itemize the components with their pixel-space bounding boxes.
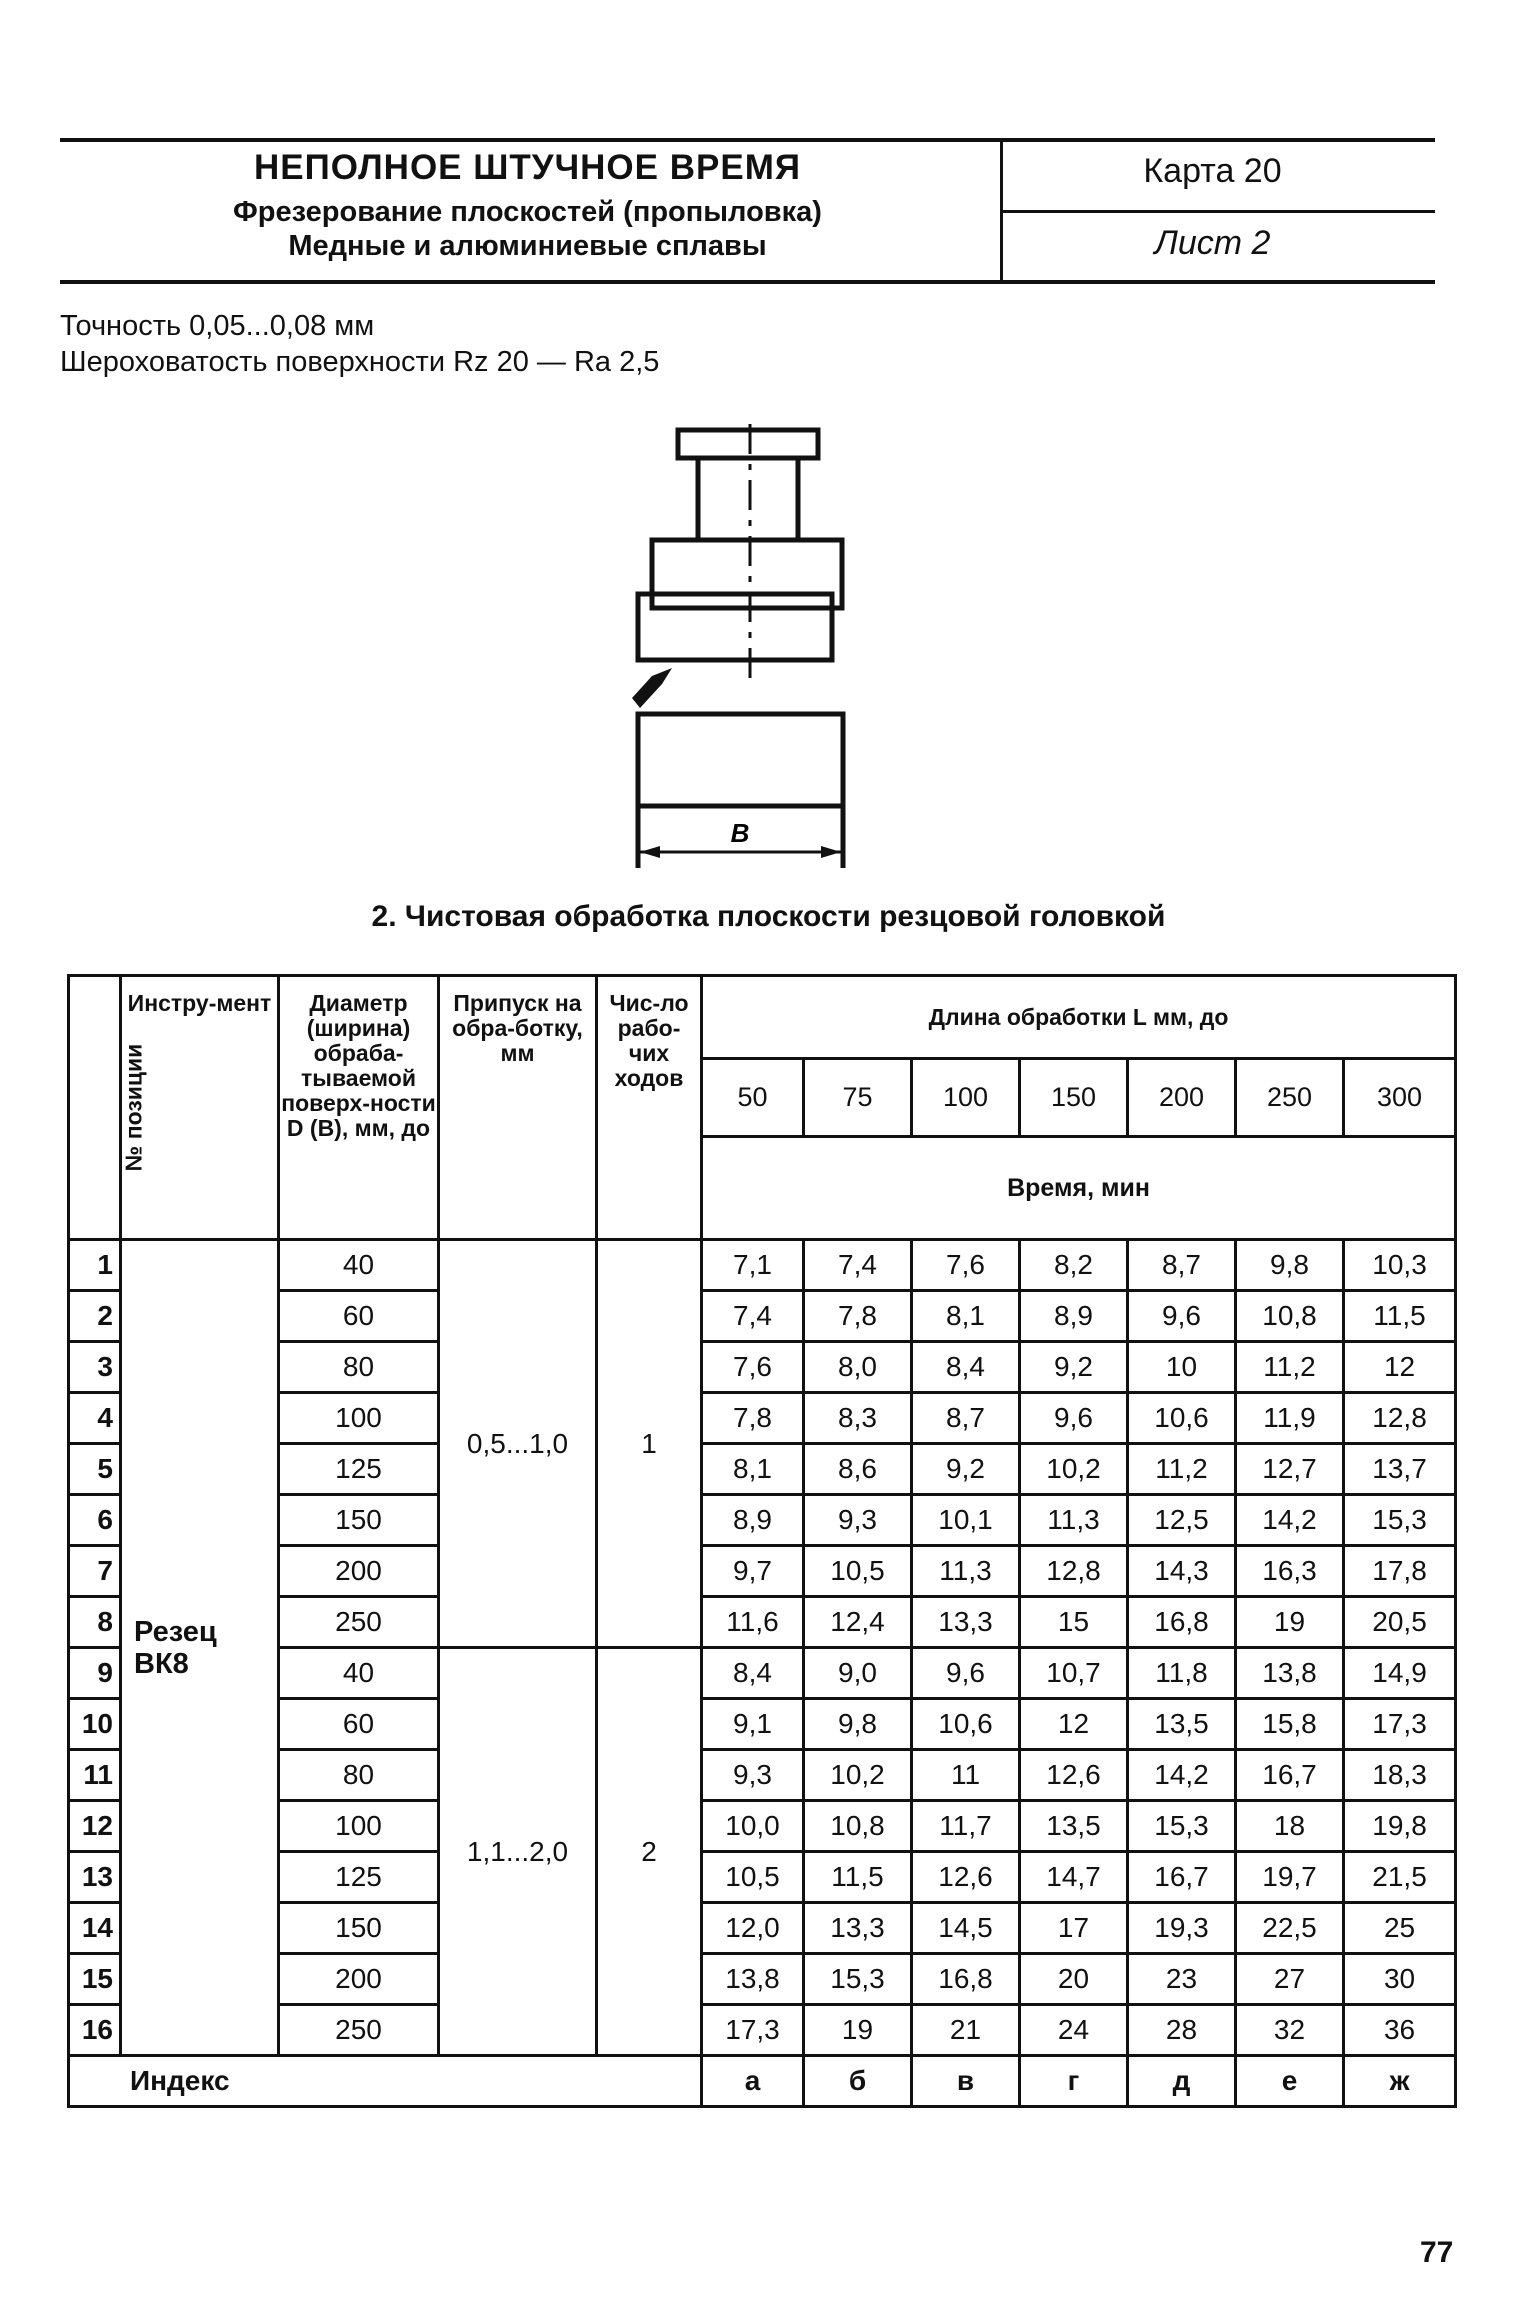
time-cell: 10,6	[912, 1699, 1020, 1750]
time-cell: 25	[1344, 1903, 1456, 1954]
time-cell: 19,3	[1128, 1903, 1236, 1954]
header-allowance: Припуск на обра-ботку, мм	[439, 976, 597, 1240]
position-cell: 10	[69, 1699, 121, 1750]
time-cell: 24	[1020, 2005, 1128, 2056]
position-cell: 7	[69, 1546, 121, 1597]
position-cell: 2	[69, 1291, 121, 1342]
time-cell: 14,5	[912, 1903, 1020, 1954]
time-cell: 12,6	[1020, 1750, 1128, 1801]
diameter-cell: 80	[279, 1342, 439, 1393]
diameter-cell: 100	[279, 1393, 439, 1444]
time-cell: 8,9	[702, 1495, 804, 1546]
index-cell: в	[912, 2056, 1020, 2107]
time-cell: 11,8	[1128, 1648, 1236, 1699]
time-cell: 11,5	[1344, 1291, 1456, 1342]
time-cell: 8,7	[1128, 1240, 1236, 1291]
sheet-number: Лист 2	[1154, 224, 1271, 262]
position-cell: 3	[69, 1342, 121, 1393]
time-cell: 19,7	[1236, 1852, 1344, 1903]
header-position: № позиции	[69, 976, 121, 1240]
time-cell: 12,7	[1236, 1444, 1344, 1495]
time-cell: 9,2	[912, 1444, 1020, 1495]
time-cell: 11,2	[1236, 1342, 1344, 1393]
time-cell: 19,8	[1344, 1801, 1456, 1852]
time-cell: 12	[1344, 1342, 1456, 1393]
time-cell: 17,3	[702, 2005, 804, 2056]
diameter-cell: 150	[279, 1495, 439, 1546]
time-cell: 10,6	[1128, 1393, 1236, 1444]
time-cell: 9,8	[804, 1699, 912, 1750]
time-cell: 10,8	[1236, 1291, 1344, 1342]
diameter-cell: 125	[279, 1852, 439, 1903]
time-cell: 12,0	[702, 1903, 804, 1954]
header-time: Время, мин	[702, 1137, 1456, 1240]
diameter-cell: 40	[279, 1240, 439, 1291]
time-cell: 32	[1236, 2005, 1344, 2056]
time-cell: 7,1	[702, 1240, 804, 1291]
time-cell: 14,2	[1128, 1750, 1236, 1801]
time-cell: 9,3	[702, 1750, 804, 1801]
time-cell: 8,1	[912, 1291, 1020, 1342]
page-title: НЕПОЛНОЕ ШТУЧНОЕ ВРЕМЯ	[253, 148, 802, 187]
index-cell: е	[1236, 2056, 1344, 2107]
time-cell: 14,9	[1344, 1648, 1456, 1699]
index-cell: а	[702, 2056, 804, 2107]
header-length-200: 200	[1128, 1059, 1236, 1137]
time-cell: 13,5	[1020, 1801, 1128, 1852]
position-cell: 4	[69, 1393, 121, 1444]
diameter-cell: 100	[279, 1801, 439, 1852]
time-cell: 12,8	[1344, 1393, 1456, 1444]
time-cell: 16,8	[912, 1954, 1020, 2005]
accuracy-note: Точность 0,05...0,08 мм	[60, 310, 375, 342]
time-cell: 9,2	[1020, 1342, 1128, 1393]
header-right-rule	[1003, 210, 1435, 213]
time-cell: 9,7	[702, 1546, 804, 1597]
time-cell: 16,7	[1128, 1852, 1236, 1903]
time-cell: 27	[1236, 1954, 1344, 2005]
time-cell: 11,3	[912, 1546, 1020, 1597]
time-cell: 10,2	[804, 1750, 912, 1801]
diameter-cell: 80	[279, 1750, 439, 1801]
diameter-cell: 60	[279, 1291, 439, 1342]
position-cell: 15	[69, 1954, 121, 2005]
time-cell: 13,5	[1128, 1699, 1236, 1750]
table-row	[69, 1240, 1456, 1291]
index-row	[69, 2056, 1456, 2107]
time-cell: 22,5	[1236, 1903, 1344, 1954]
allowance-cell: 1,1...2,0	[439, 1648, 597, 2056]
time-cell: 10,5	[804, 1546, 912, 1597]
header-length-300: 300	[1344, 1059, 1456, 1137]
time-cell: 15,3	[804, 1954, 912, 2005]
time-cell: 11,7	[912, 1801, 1020, 1852]
time-cell: 19	[804, 2005, 912, 2056]
time-cell: 9,6	[912, 1648, 1020, 1699]
section-title: 2. Чистовая обработка плоскости резцовой головкой	[371, 900, 1166, 933]
time-cell: 11,3	[1020, 1495, 1128, 1546]
position-cell: 8	[69, 1597, 121, 1648]
passes-cell: 1	[597, 1240, 702, 1648]
time-cell: 12,8	[1020, 1546, 1128, 1597]
time-cell: 14,2	[1236, 1495, 1344, 1546]
time-cell: 8,2	[1020, 1240, 1128, 1291]
time-cell: 8,4	[912, 1342, 1020, 1393]
position-cell: 6	[69, 1495, 121, 1546]
allowance-cell: 0,5...1,0	[439, 1240, 597, 1648]
time-cell: 11,2	[1128, 1444, 1236, 1495]
time-cell: 23	[1128, 1954, 1236, 2005]
diameter-cell: 250	[279, 1597, 439, 1648]
index-label: Индекс	[69, 2056, 702, 2107]
time-cell: 12,4	[804, 1597, 912, 1648]
time-cell: 17,3	[1344, 1699, 1456, 1750]
header-diameter: Диаметр (ширина) обраба-тываемой поверх-ности D (В), мм, до	[279, 976, 439, 1240]
time-cell: 17	[1020, 1903, 1128, 1954]
time-cell: 8,3	[804, 1393, 912, 1444]
time-cell: 17,8	[1344, 1546, 1456, 1597]
header-top-rule	[60, 138, 1435, 142]
time-cell: 13,8	[702, 1954, 804, 2005]
header-length-50: 50	[702, 1059, 804, 1137]
time-cell: 15	[1020, 1597, 1128, 1648]
diameter-cell: 250	[279, 2005, 439, 2056]
dimension-label: В	[730, 818, 750, 848]
time-cell: 13,3	[804, 1903, 912, 1954]
page-number: 77	[1420, 2236, 1454, 2269]
header-tool: Инстру-мент	[121, 976, 279, 1240]
position-cell: 9	[69, 1648, 121, 1699]
diameter-cell: 125	[279, 1444, 439, 1495]
time-cell: 15,8	[1236, 1699, 1344, 1750]
position-cell: 14	[69, 1903, 121, 1954]
time-cell: 9,0	[804, 1648, 912, 1699]
time-cell: 30	[1344, 1954, 1456, 2005]
time-cell: 12,6	[912, 1852, 1020, 1903]
time-cell: 8,0	[804, 1342, 912, 1393]
time-cell: 9,3	[804, 1495, 912, 1546]
page-subtitle-2: Медные и алюминиевые сплавы	[288, 230, 767, 262]
time-cell: 7,4	[702, 1291, 804, 1342]
time-cell: 15,3	[1344, 1495, 1456, 1546]
milling-diagram	[600, 410, 880, 870]
time-cell: 14,3	[1128, 1546, 1236, 1597]
diameter-cell: 40	[279, 1648, 439, 1699]
time-cell: 9,1	[702, 1699, 804, 1750]
diameter-cell: 60	[279, 1699, 439, 1750]
header-length-150: 150	[1020, 1059, 1128, 1137]
diameter-cell: 150	[279, 1903, 439, 1954]
card-number: Карта 20	[1143, 152, 1282, 190]
position-cell: 11	[69, 1750, 121, 1801]
time-cell: 8,9	[1020, 1291, 1128, 1342]
tool-cell: Резец ВК8	[121, 1240, 279, 2056]
position-cell: 5	[69, 1444, 121, 1495]
time-cell: 10,0	[702, 1801, 804, 1852]
time-cell: 18,3	[1344, 1750, 1456, 1801]
time-cell: 12,5	[1128, 1495, 1236, 1546]
time-cell: 8,4	[702, 1648, 804, 1699]
time-cell: 11	[912, 1750, 1020, 1801]
header-passes: Чис-ло рабо-чих ходов	[597, 976, 702, 1240]
index-cell: ж	[1344, 2056, 1456, 2107]
time-cell: 20,5	[1344, 1597, 1456, 1648]
time-cell: 16,8	[1128, 1597, 1236, 1648]
time-cell: 18	[1236, 1801, 1344, 1852]
time-cell: 10,5	[702, 1852, 804, 1903]
time-cell: 10,8	[804, 1801, 912, 1852]
time-cell: 15,3	[1128, 1801, 1236, 1852]
time-table	[67, 974, 1457, 2108]
time-cell: 36	[1344, 2005, 1456, 2056]
time-cell: 11,5	[804, 1852, 912, 1903]
time-cell: 8,6	[804, 1444, 912, 1495]
time-cell: 14,7	[1020, 1852, 1128, 1903]
time-cell: 28	[1128, 2005, 1236, 2056]
time-cell: 10,1	[912, 1495, 1020, 1546]
position-cell: 13	[69, 1852, 121, 1903]
time-cell: 8,1	[702, 1444, 804, 1495]
time-cell: 9,6	[1020, 1393, 1128, 1444]
diameter-cell: 200	[279, 1546, 439, 1597]
time-cell: 12	[1020, 1699, 1128, 1750]
header-length: Длина обработки L мм, до	[702, 976, 1456, 1059]
position-cell: 16	[69, 2005, 121, 2056]
page-subtitle-1: Фрезерование плоскостей (пропыловка)	[233, 196, 822, 228]
header-bottom-rule	[60, 280, 1435, 284]
time-cell: 7,6	[912, 1240, 1020, 1291]
time-cell: 21,5	[1344, 1852, 1456, 1903]
time-cell: 9,8	[1236, 1240, 1344, 1291]
index-cell: б	[804, 2056, 912, 2107]
time-cell: 21	[912, 2005, 1020, 2056]
time-cell: 11,6	[702, 1597, 804, 1648]
diameter-cell: 200	[279, 1954, 439, 2005]
header-length-75: 75	[804, 1059, 912, 1137]
passes-cell: 2	[597, 1648, 702, 2056]
time-cell: 13,7	[1344, 1444, 1456, 1495]
time-cell: 11,9	[1236, 1393, 1344, 1444]
header-length-100: 100	[912, 1059, 1020, 1137]
time-cell: 9,6	[1128, 1291, 1236, 1342]
time-cell: 16,3	[1236, 1546, 1344, 1597]
time-cell: 20	[1020, 1954, 1128, 2005]
time-cell: 7,6	[702, 1342, 804, 1393]
time-cell: 10,3	[1344, 1240, 1456, 1291]
time-cell: 10,2	[1020, 1444, 1128, 1495]
time-cell: 7,8	[804, 1291, 912, 1342]
time-cell: 10	[1128, 1342, 1236, 1393]
time-cell: 7,8	[702, 1393, 804, 1444]
time-cell: 7,4	[804, 1240, 912, 1291]
time-cell: 10,7	[1020, 1648, 1128, 1699]
index-cell: д	[1128, 2056, 1236, 2107]
time-cell: 19	[1236, 1597, 1344, 1648]
roughness-note: Шероховатость поверхности Rz 20 — Ra 2,5	[60, 346, 660, 378]
header-length-250: 250	[1236, 1059, 1344, 1137]
position-cell: 12	[69, 1801, 121, 1852]
position-cell: 1	[69, 1240, 121, 1291]
time-cell: 13,8	[1236, 1648, 1344, 1699]
time-cell: 8,7	[912, 1393, 1020, 1444]
time-cell: 13,3	[912, 1597, 1020, 1648]
index-cell: г	[1020, 2056, 1128, 2107]
time-cell: 16,7	[1236, 1750, 1344, 1801]
